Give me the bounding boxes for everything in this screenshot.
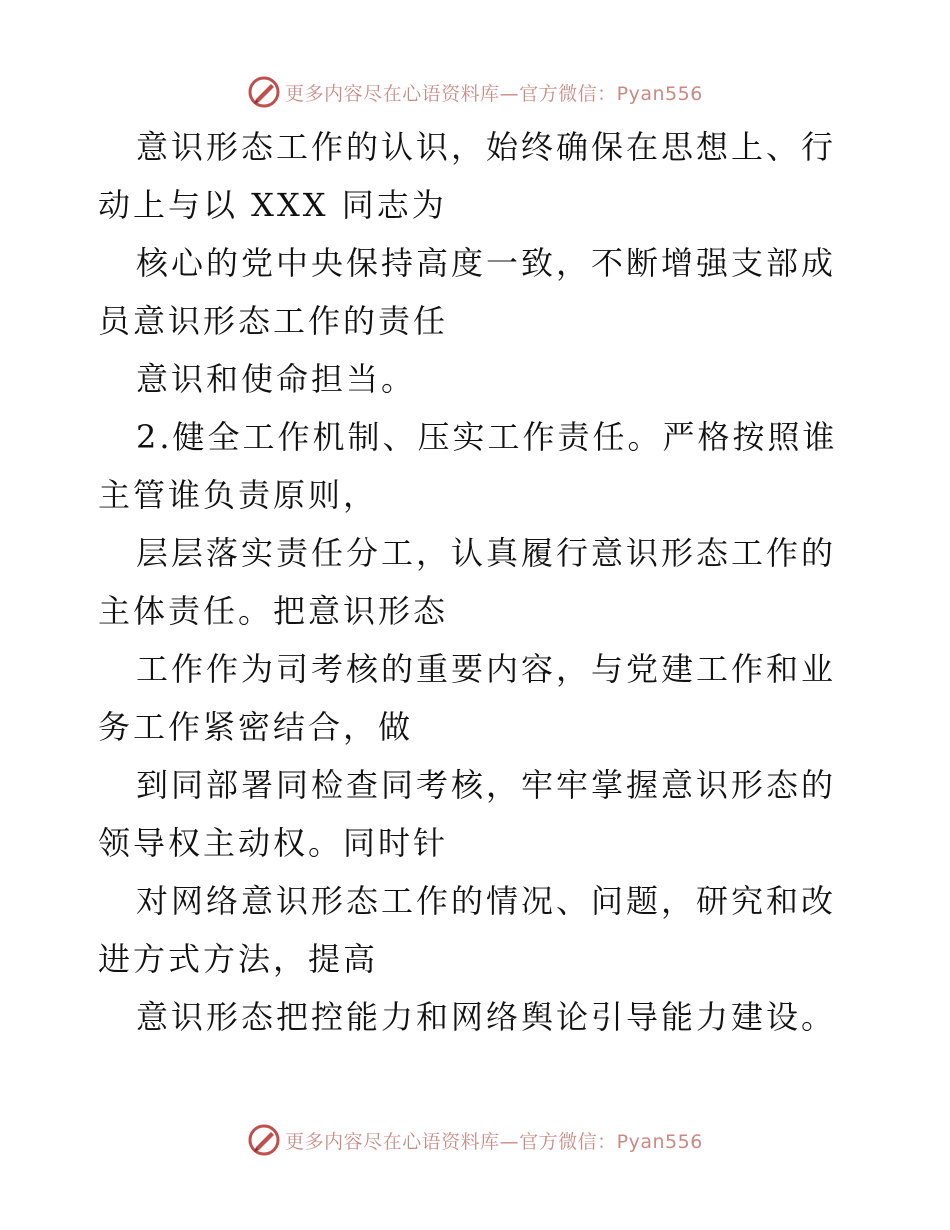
paragraph-8: 对网络意识形态工作的情况、问题，研究和改进方式方法，提高 <box>98 882 837 978</box>
paragraph-1: 意识形态工作的认识，始终确保在思想上、行动上与以 XXX 同志为 <box>98 128 837 224</box>
paragraph-7: 到同部署同检查同考核，牢牢掌握意识形态的领导权主动权。同时针 <box>98 766 837 862</box>
watermark-cn: 更多内容尽在心语资料库—官方微信： <box>285 82 617 105</box>
paragraph-9: 意识形态把控能力和网络舆论引导能力建设。 <box>136 998 837 1036</box>
watermark-text <box>285 79 703 106</box>
watermark-wechat-id: Pyan556 <box>616 82 703 105</box>
paragraph-5: 层层落实责任分工，认真履行意识形态工作的主体责任。把意识形态 <box>98 534 837 630</box>
watermark-text <box>285 1127 703 1154</box>
paragraph-6: 工作作为司考核的重要内容，与党建工作和业务工作紧密结合，做 <box>98 650 837 746</box>
pen-circle-logo-icon <box>247 1123 281 1157</box>
footer-watermark <box>0 1120 950 1160</box>
paragraph-3: 意识和使命担当。 <box>136 360 417 398</box>
pen-circle-logo-icon <box>247 75 281 109</box>
watermark-cn: 更多内容尽在心语资料库—官方微信： <box>285 1130 617 1153</box>
paragraph-4: 2.健全工作机制、压实工作责任。严格按照谁主管谁负责原则， <box>98 418 838 514</box>
watermark-wechat-id: Pyan556 <box>616 1130 703 1153</box>
paragraph-2: 核心的党中央保持高度一致，不断增强支部成员意识形态工作的责任 <box>98 244 837 340</box>
header-watermark <box>0 72 950 112</box>
